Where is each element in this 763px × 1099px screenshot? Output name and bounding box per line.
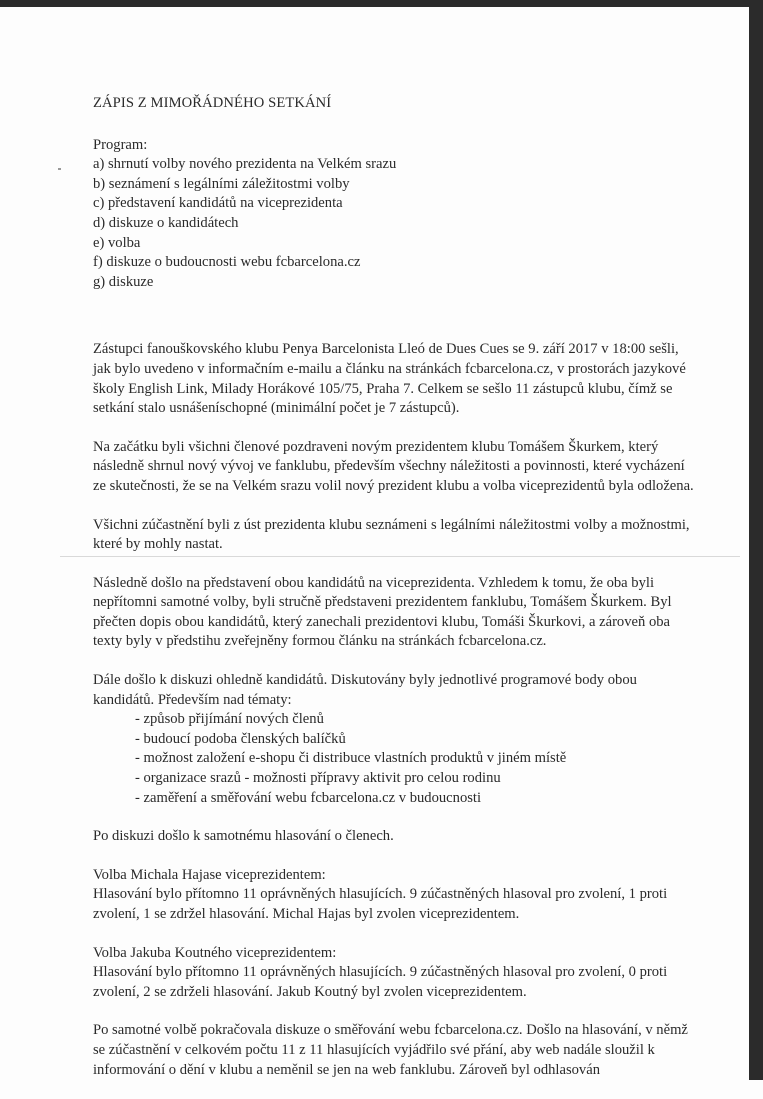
program-item: e) volba — [93, 234, 141, 251]
document-title: ZÁPIS Z MIMOŘÁDNÉHO SETKÁNÍ — [93, 95, 332, 111]
document-page — [93, 94, 698, 1099]
scan-right-edge — [749, 0, 763, 1080]
scan-top-edge — [0, 0, 763, 7]
paragraph-legal-matters: Všichni zúčastnění byli z úst prezidenta klubu seznámeni s legálními náležitostmi volby a možnostmi, které by mohly nastat. — [93, 516, 690, 553]
paragraph-candidates: Následně došlo na představení obou kandidátů na viceprezidenta. Vzhledem k tomu, že oba byli nepřítomni samotné volby, byli stručně představeni prezidentem fanklubu, Tomášem Škurkem. Byl přečten dopis obou kandidátů, který zanechali prezidentovi klubu, Tomáši Škurkovi, a zároveň oba texty byly v předstihu zveřejněny formou článku na stránkách fcbarcelona.cz. — [93, 574, 672, 650]
paragraph-meeting-intro: Zástupci fanouškovského klubu Penya Barcelonista Lleó de Dues Cues se 9. září 2017 v 18:00 sešli, jak bylo uvedeno v informačním e-mailu a článku na stránkách fcbarcelona.cz, v prostorách jazykové školy English Link, Milady Horákové 105/75, Praha 7. Celkem se sešlo 11 zástupců klubu, čímž se setkání stalo usnášeníschopné (minimální počet je 7 zástupců). — [93, 341, 686, 417]
paragraph-discussion: Dále došlo k diskuzi ohledně kandidátů. Diskutovány byly jednotlivé programové body obou kandidátů. Především nad tématy: — [93, 672, 637, 708]
discussion-topics-list — [93, 710, 698, 808]
vote-heading: Volba Michala Hajase viceprezidentem: — [93, 866, 326, 883]
program-item: g) diskuze — [93, 273, 154, 290]
topic-item: - způsob přijímání nových členů — [135, 711, 324, 728]
program-list — [93, 155, 698, 292]
spacer — [93, 292, 698, 340]
topic-item: - budoucí podoba členských balíčků — [135, 730, 346, 747]
paragraph-president-greeting: Na začátku byli všichni členové pozdraveni novým prezidentem klubu Tomášem Škurkem, který následně shrnul nový vývoj ve fanklubu, především všechny náležitosti a povinnosti, které vycházení ze skutečnosti, že se na Velkém srazu volil nový prezident klubu a volba viceprezidentů byla odložena. — [93, 438, 694, 494]
topic-item: - možnost založení e-shopu či distribuce vlastních produktů v jiném místě — [135, 750, 567, 767]
vote-result: Hlasování bylo přítomno 11 oprávněných hlasujících. 9 zúčastněných hlasoval pro zvolení, 1 proti zvolení, 1 se zdržel hlasování. Michal Hajas byl zvolen viceprezidentem. — [93, 886, 668, 922]
program-item: d) diskuze o kandidátech — [93, 214, 239, 231]
vote-result: Hlasování bylo přítomno 11 oprávněných hlasujících. 9 zúčastněných hlasoval pro zvolení, 0 proti zvolení, 2 se zdrželi hlasování. Jakub Koutný byl zvolen viceprezidentem. — [93, 964, 668, 1000]
paragraph-after-discussion: Po diskuzi došlo k samotnému hlasování o členech. — [93, 828, 394, 845]
topic-item: - zaměření a směřování webu fcbarcelona.cz v budoucnosti — [135, 789, 482, 806]
topic-item: - organizace srazů - možnosti přípravy aktivit pro celou rodinu — [135, 770, 501, 787]
vote-hajas — [93, 866, 698, 925]
program-section — [93, 136, 698, 293]
paragraph-closing: Po samotné volbě pokračovala diskuze o směřování webu fcbarcelona.cz. Došlo na hlasování, v němž se zúčastnění v celkovém počtu 11 z 11 hlasujících vyjádřilo své přání, aby web nadále sloužil k informování o dění v klubu a neměnil se jen na web fanklubu. Zároveň byl odhlasován — [93, 1022, 688, 1078]
program-item: a) shrnutí volby nového prezidenta na Velkém srazu — [93, 156, 397, 173]
scan-dot — [58, 168, 61, 170]
program-item: f) diskuze o budoucnosti webu fcbarcelona.cz — [93, 254, 361, 271]
program-item: b) seznámení s legálními záležitostmi volby — [93, 175, 350, 192]
vote-heading: Volba Jakuba Koutného viceprezidentem: — [93, 944, 337, 961]
program-item: c) představení kandidátů na viceprezidenta — [93, 195, 343, 212]
program-heading: Program: — [93, 136, 148, 153]
vote-koutny — [93, 944, 698, 1003]
